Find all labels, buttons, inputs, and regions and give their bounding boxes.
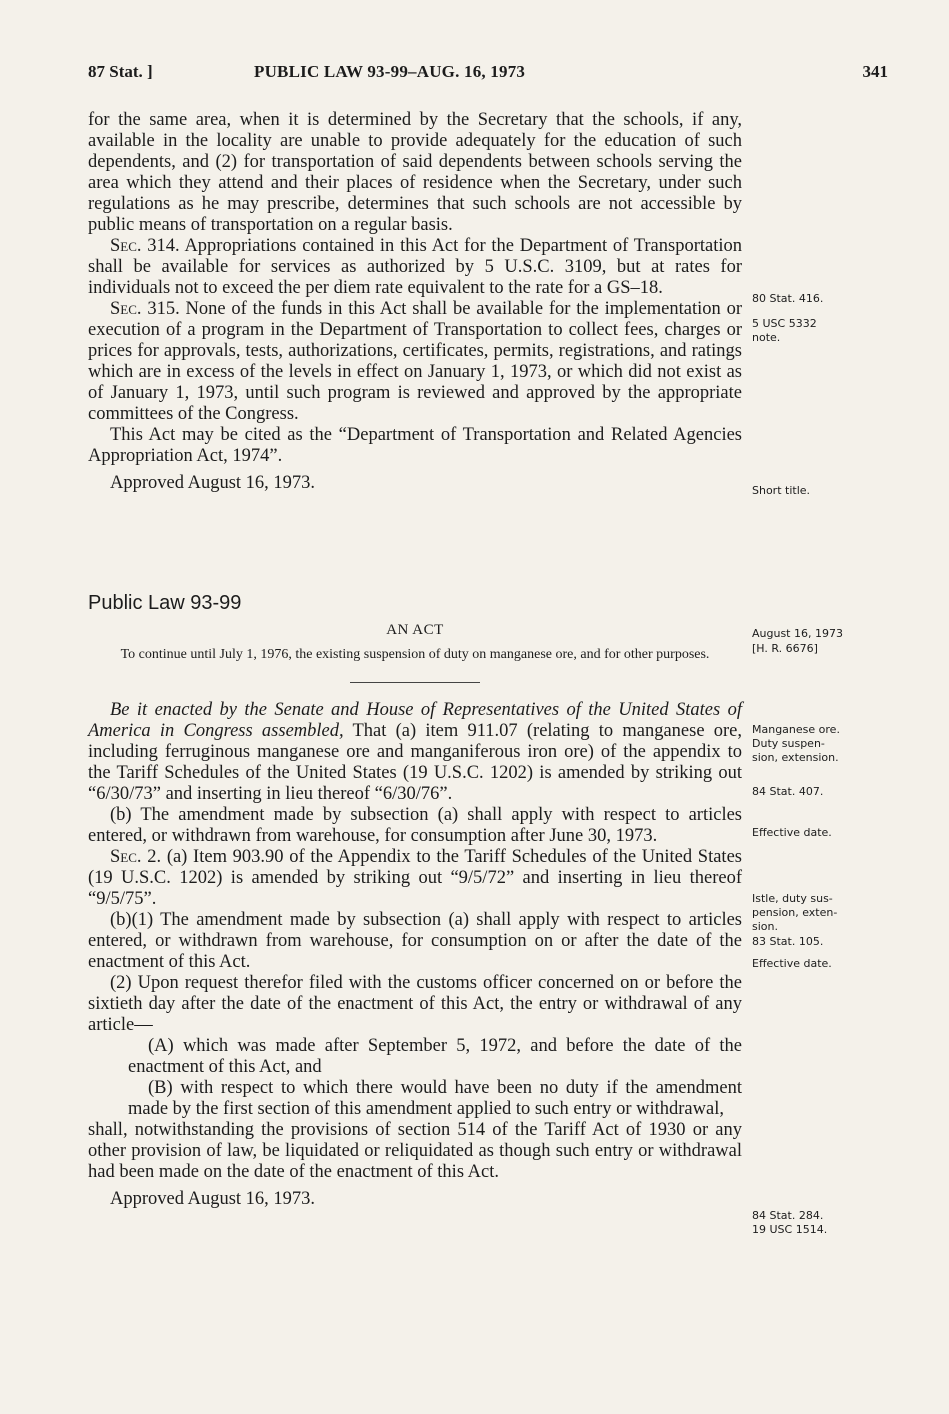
act-purpose: To continue until July 1, 1976, the existing suspension of duty on manganese ore, and for other purposes. <box>120 647 710 662</box>
paragraph-continued: for the same area, when it is determined by the Secretary that the schools, if any, available in the locality are unable to provide adequately for the education of such dependents, and (2) for transportation of said dependents between schools serving the area which they attend and their places of residence when the Secretary, under such regulations as he may prescribe, determines that such schools are not accessible by public means of transportation on a regular basis. <box>88 110 742 235</box>
margin-note: Effective date. <box>752 957 832 970</box>
margin-note: 19 USC 1514. <box>752 1223 828 1236</box>
section-2-b-1: (b)(1) The amendment made by subsection (a) shall apply with respect to articles entered, or withdrawn from warehouse, for consumption on or after the date of the enactment of this Act. <box>88 910 742 972</box>
margin-note: Istle, duty sus- <box>752 892 833 905</box>
short-title-paragraph: This Act may be cited as the “Department of Transportation and Related Agencies Appropriation Act, 1974”. <box>88 425 742 466</box>
enacting-clause <box>88 700 742 805</box>
margin-note: sion. <box>752 920 778 933</box>
running-head: PUBLIC LAW 93-99–AUG. 16, 1973 <box>254 62 526 81</box>
margin-note: [H. R. 6676] <box>752 642 818 655</box>
law-title: Public Law 93-99 <box>88 592 242 614</box>
clause-b: (B) with respect to which there would have been no duty if the amendment made by the first section of this amendment applied to such entry or withdrawal, <box>128 1078 742 1119</box>
enacting-formula: Be it enacted by the Senate and House of Representatives of the United States of America in Congress assembled, <box>88 700 742 741</box>
section-label: Sec. 315. <box>110 299 180 319</box>
margin-note: note. <box>752 331 781 344</box>
an-act-heading: AN ACT <box>386 622 444 638</box>
margin-note: Short title. <box>752 484 811 497</box>
section-314 <box>88 236 742 299</box>
margin-note: 5 USC 5332 <box>752 317 817 330</box>
previous-act-text <box>88 110 742 494</box>
margin-note: Duty suspen- <box>752 737 825 750</box>
margin-note: August 16, 1973 <box>752 627 843 640</box>
section-text: None of the funds in this Act shall be available for the implementation or execution of a program in the Department of Transportation to collect fees, charges or prices for approvals, tests, authorizations, certificates, permits, registrations, and ratings which are in excess of the levels in effect on January 1, 1973, or which did not exist as of January 1, 1973, until such program is reviewed and approved by the appropriate committees of the Congress. <box>88 299 742 424</box>
approval-date: Approved August 16, 1973. <box>110 1189 316 1209</box>
margin-note: sion, extension. <box>752 751 839 764</box>
section-label: Sec. 314. <box>110 236 180 256</box>
public-law-93-99-text <box>88 700 742 1210</box>
volume-citation: 87 Stat. ] <box>88 62 153 81</box>
page-number: 341 <box>862 62 888 81</box>
section-text: Appropriations contained in this Act for the Department of Transportation shall be available for services as authorized by 5 U.S.C. 3109, but at rates for individuals not to exceed the per diem rate equivalent to the rate for a GS–18. <box>88 236 742 298</box>
margin-note: Effective date. <box>752 826 832 839</box>
section-2-b-2: (2) Upon request therefor filed with the customs officer concerned on or before the sixtieth day after the date of the enactment of this Act, the entry or withdrawal of any article— <box>88 973 742 1035</box>
clause-a: (A) which was made after September 5, 1972, and before the date of the enactment of this Act, and <box>128 1036 742 1077</box>
section-2-b-2-continued: shall, notwithstanding the provisions of section 514 of the Tariff Act of 1930 or any other provision of law, be liquidated or reliquidated as though such entry or withdrawal had been made on the date of the enactment of this Act. <box>88 1120 742 1182</box>
approval-date: Approved August 16, 1973. <box>110 473 316 493</box>
section-315 <box>88 299 742 425</box>
margin-note: 83 Stat. 105. <box>752 935 824 948</box>
section-1-a: That (a) item 911.07 (relating to manganese ore, including ferruginous manganese ore and manganiferous iron ore) of the appendix to the Tariff Schedules of the United States (19 U.S.C. 1202) is amended by striking out “6/30/73” and inserting in lieu thereof “6/30/76”. <box>88 721 742 804</box>
margin-note: Manganese ore. <box>752 723 840 736</box>
page-header <box>88 62 888 86</box>
divider <box>350 682 480 683</box>
section-2-a <box>88 847 742 910</box>
section-1-b: (b) The amendment made by subsection (a) shall apply with respect to articles entered, or withdrawn from warehouse, for consumption after June 30, 1973. <box>88 805 742 846</box>
margin-note: 84 Stat. 407. <box>752 785 824 798</box>
margin-note: 80 Stat. 416. <box>752 292 824 305</box>
margin-note: 84 Stat. 284. <box>752 1209 824 1222</box>
margin-note: pension, exten- <box>752 906 838 919</box>
section-text: (a) Item 903.90 of the Appendix to the Tariff Schedules of the United States (19 U.S.C. 1202) is amended by striking out “9/5/72” and inserting in lieu thereof “9/5/75”. <box>88 847 742 909</box>
section-label: Sec. 2. <box>110 847 162 867</box>
